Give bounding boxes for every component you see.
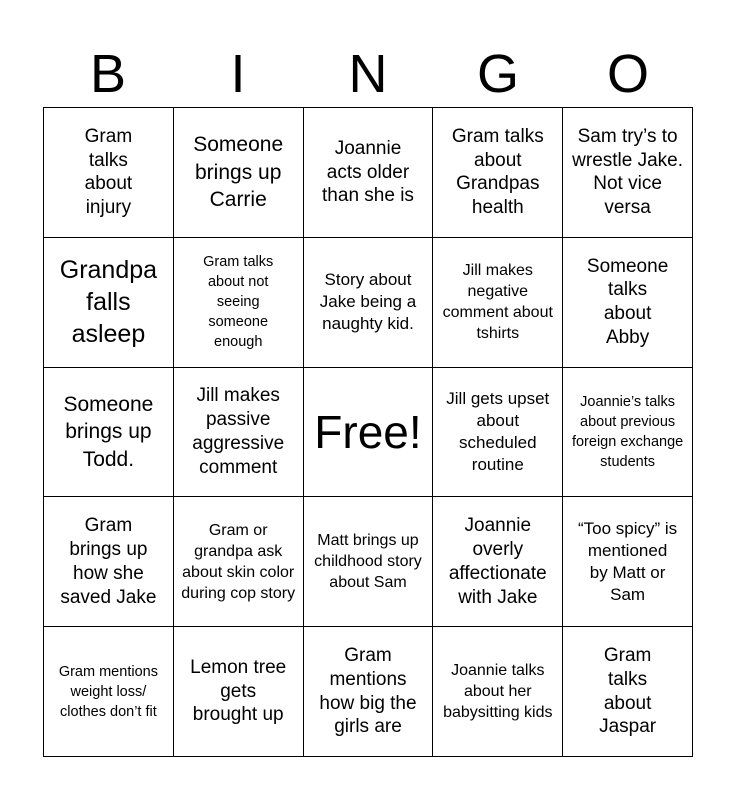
bingo-cell[interactable]: Gram brings up how she saved Jake <box>44 497 174 627</box>
bingo-cell[interactable]: Sam try’s to wrestle Jake. Not vice versa <box>563 108 693 238</box>
header-letter-g: G <box>476 44 519 104</box>
bingo-cell[interactable]: Someone talks about Abby <box>563 238 693 368</box>
free-space[interactable]: Free! <box>304 368 434 498</box>
bingo-cell[interactable]: Jill gets upset about scheduled routine <box>433 368 563 498</box>
bingo-cell[interactable]: Someone brings up Todd. <box>44 368 174 498</box>
bingo-cell[interactable]: Gram talks about Grandpas health <box>433 108 563 238</box>
bingo-cell[interactable]: Gram mentions weight loss/ clothes don’t fit <box>44 627 174 757</box>
bingo-cell[interactable]: Joannie acts older than she is <box>304 108 434 238</box>
bingo-cell[interactable]: Gram talks about injury <box>44 108 174 238</box>
header-letter-i: I <box>230 44 246 104</box>
bingo-cell[interactable]: Gram mentions how big the girls are <box>304 627 434 757</box>
bingo-cell[interactable]: Jill makes negative comment about tshirts <box>433 238 563 368</box>
bingo-cell[interactable]: Joannie talks about her babysitting kids <box>433 627 563 757</box>
bingo-cell[interactable]: Story about Jake being a naughty kid. <box>304 238 434 368</box>
bingo-cell[interactable]: Matt brings up childhood story about Sam <box>304 497 434 627</box>
header-letter-o: O <box>606 44 649 104</box>
header-letter-n: N <box>348 44 388 104</box>
bingo-cell[interactable]: Jill makes passive aggressive comment <box>174 368 304 498</box>
bingo-cell[interactable]: Gram talks about Jaspar <box>563 627 693 757</box>
bingo-cell[interactable]: “Too spicy” is mentioned by Matt or Sam <box>563 497 693 627</box>
bingo-cell[interactable]: Joannie overly affectionate with Jake <box>433 497 563 627</box>
bingo-cell[interactable]: Gram talks about not seeing someone enough <box>174 238 304 368</box>
bingo-cell[interactable]: Gram or grandpa ask about skin color during cop story <box>174 497 304 627</box>
bingo-grid <box>43 107 693 757</box>
header-letter-b: B <box>89 44 127 104</box>
bingo-cell[interactable]: Grandpa falls asleep <box>44 238 174 368</box>
bingo-header <box>43 40 693 108</box>
bingo-cell[interactable]: Someone brings up Carrie <box>174 108 304 238</box>
bingo-cell[interactable]: Joannie’s talks about previous foreign exchange students <box>563 368 693 498</box>
bingo-cell[interactable]: Lemon tree gets brought up <box>174 627 304 757</box>
